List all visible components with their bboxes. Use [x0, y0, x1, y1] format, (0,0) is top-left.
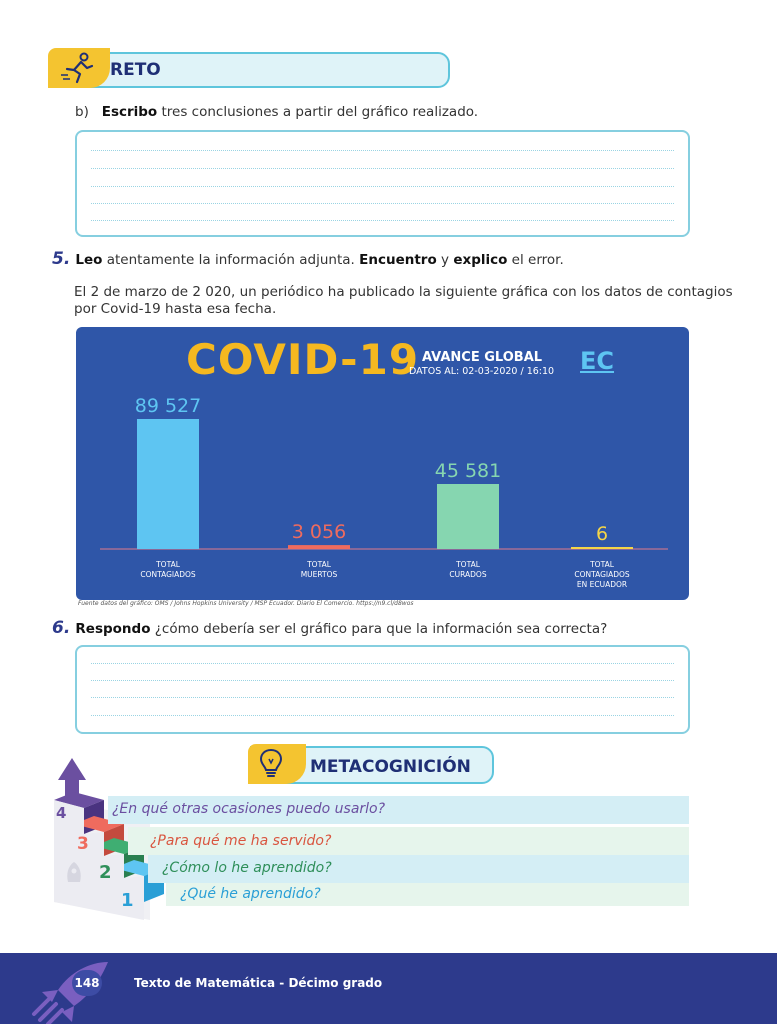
metacognicion-title: METACOGNICIÓN [310, 757, 471, 777]
category-label-2-1: TOTAL [307, 560, 331, 569]
category-label-2-2: MUERTOS [300, 570, 338, 579]
page-number: 148 [72, 970, 102, 996]
bar-3 [437, 484, 499, 549]
chart-bars [76, 327, 689, 600]
category-label-1-2: CONTAGIADOS [140, 570, 196, 579]
stair-num-2: 2 [99, 862, 112, 883]
bar-value-label-1: 89 527 [134, 395, 202, 417]
bar-value-label-2: 3 056 [291, 521, 347, 544]
category-label-3-2: CURADOS [449, 570, 487, 579]
stair-question-1-text: ¿Qué he aprendido? [180, 886, 321, 902]
category-label-4-2: CONTAGIADOS [574, 570, 630, 579]
runner-icon [58, 51, 98, 85]
q5-bold-2: Encuentro [359, 252, 437, 268]
question-6-number: 6. [52, 618, 71, 638]
q5-bold-1: Leo [75, 252, 103, 268]
chart-source: Fuente datos del gráfico: OMS / Johns Hopkins University / MSP Ecuador. Diario El Comercio. https://n9.cl/d8wos [78, 600, 414, 607]
chart-date-label: DATOS AL: 02-03-2020 / 16:10 [409, 366, 555, 377]
stair-question-4 [108, 796, 689, 824]
q6-bold: Respondo [75, 621, 151, 637]
item-b-prefix: b) [75, 104, 89, 120]
category-label-4-3: EN ECUADOR [576, 580, 628, 589]
q5-text-2: y [436, 252, 454, 268]
stair-num-4: 4 [56, 804, 67, 822]
item-b-verb: Escribo [101, 104, 158, 120]
q5-context [74, 284, 733, 318]
item-b-text: tres conclusiones a partir del gráfico realizado. [157, 104, 479, 120]
stair-num-1: 1 [121, 890, 134, 911]
answer-box-b[interactable] [75, 130, 690, 237]
reto-title: RETO [110, 60, 161, 80]
lightbulb-icon [256, 747, 286, 781]
q6-text: ¿cómo debería ser el gráfico para que la información sea correcta? [150, 621, 608, 637]
stair-question-2-text: ¿Cómo lo he aprendido? [162, 860, 332, 876]
category-label-4-1: TOTAL [590, 560, 614, 569]
arrow-up-icon [58, 758, 86, 796]
stair-question-4-text: ¿En qué otras ocasiones puedo usarlo? [112, 801, 386, 817]
question-5 [52, 249, 564, 269]
question-5-number: 5. [52, 249, 71, 269]
metacognicion-badge [248, 744, 306, 784]
q5-context-line-1: El 2 de marzo de 2 020, un periódico ha publicado la siguiente gráfica con los datos de contagios [74, 284, 733, 300]
bar-1 [137, 419, 199, 549]
bar-value-label-3: 45 581 [434, 460, 502, 482]
chart-region-label: EC [580, 347, 615, 375]
stair-question-3-text: ¿Para qué me ha servido? [150, 833, 332, 849]
bar-4 [571, 547, 633, 549]
q5-text-1: atentamente la información adjunta. [102, 252, 360, 268]
chart-title: COVID-19 [186, 335, 420, 384]
reto-badge [48, 48, 110, 88]
category-label-1-1: TOTAL [156, 560, 180, 569]
bar-2 [288, 545, 350, 549]
q5-text-3: el error. [507, 252, 564, 268]
stair-question-1 [166, 883, 689, 906]
bar-value-label-4: 6 [595, 523, 609, 545]
footer-text: Texto de Matemática - Décimo grado [134, 976, 383, 990]
chart-subtitle: AVANCE GLOBAL [422, 350, 543, 365]
item-b [75, 104, 478, 120]
q5-bold-3: explico [453, 252, 508, 268]
answer-box-6[interactable] [75, 645, 690, 734]
q5-context-line-2: por Covid-19 hasta esa fecha. [74, 301, 277, 317]
stair-question-2 [148, 855, 689, 883]
category-label-3-1: TOTAL [456, 560, 480, 569]
question-6 [52, 618, 607, 638]
stair-question-3 [128, 827, 689, 855]
stair-num-3: 3 [77, 834, 89, 854]
